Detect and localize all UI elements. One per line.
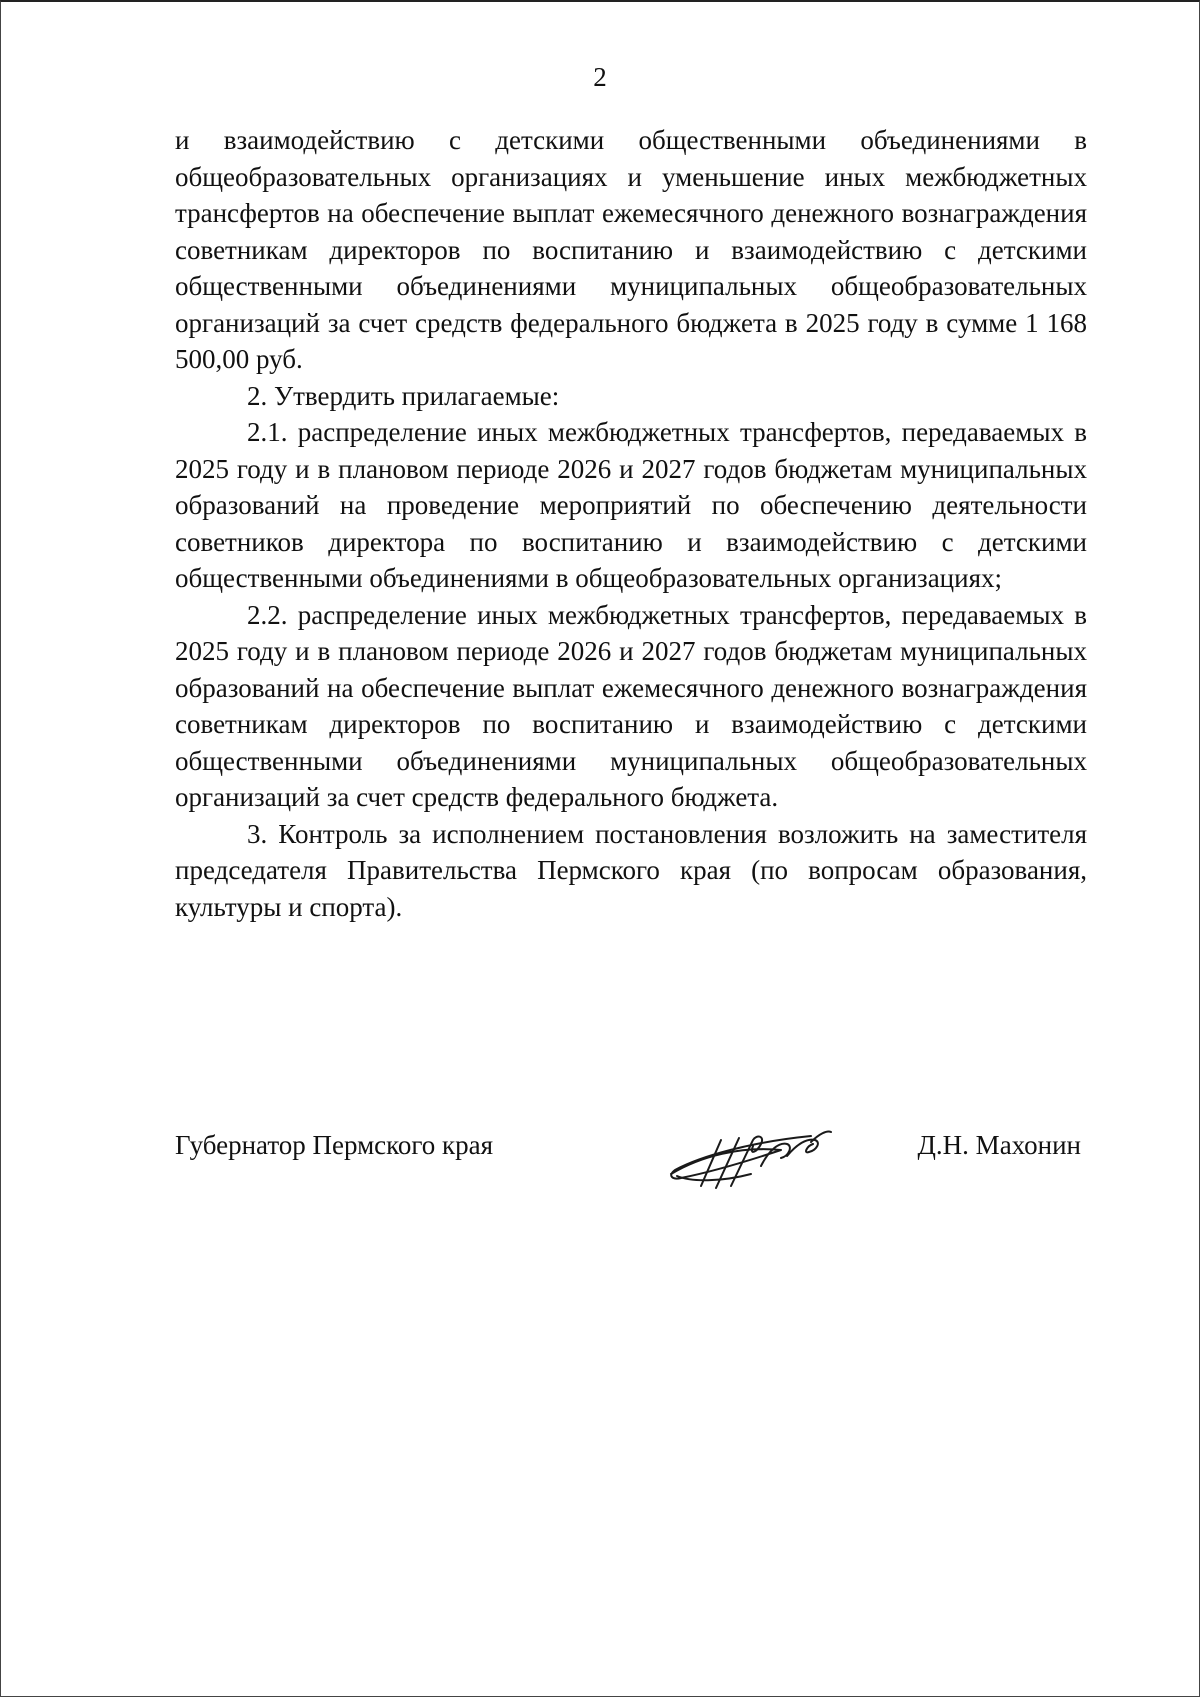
paragraph-item-2: 2. Утвердить прилагаемые:	[247, 380, 560, 411]
page-number: 2	[593, 62, 607, 92]
document-body	[175, 122, 1087, 925]
paragraph-item-2-1: 2.1. распределение иных межбюджетных трансфертов, передаваемых в 2025 году и в плановом периоде 2026 и 2027 годов бюджетам муниципальных образований на проведение мероприятий по обеспечению деятельности советников директора по воспитанию и взаимодействию с детскими общественными объединениями в общеобразовательных организациях;	[175, 417, 1087, 593]
handwritten-signature-icon	[661, 1116, 837, 1192]
signature-block	[175, 1128, 1087, 1188]
paragraph-item-3: 3. Контроль за исполнением постановления возложить на заместителя председателя Правительства Пермского края (по вопросам образования, культуры и спорта).	[175, 818, 1087, 922]
signatory-name: Д.Н. Махонин	[917, 1130, 1081, 1160]
paragraph-continuation: и взаимодействию с детскими общественными объединениями в общеобразовательных организациях и уменьшение иных межбюджетных трансфертов на обеспечение выплат ежемесячного денежного вознаграждения советникам директоров по воспитанию и взаимодействию с детскими общественными объединениями муниципальных общеобразовательных организаций за счет средств федерального бюджета в 2025 году в сумме 1 168 500,00 руб.	[175, 125, 1087, 374]
signatory-position: Губернатор Пермского края	[175, 1130, 494, 1160]
paragraph-item-2-2: 2.2. распределение иных межбюджетных трансфертов, передаваемых в 2025 году и в плановом периоде 2026 и 2027 годов бюджетам муниципальных образований на обеспечение выплат ежемесячного денежного вознаграждения советникам директоров по воспитанию и взаимодействию с детскими общественными объединениями муниципальных общеобразовательных организаций за счет средств федерального бюджета.	[175, 599, 1087, 812]
